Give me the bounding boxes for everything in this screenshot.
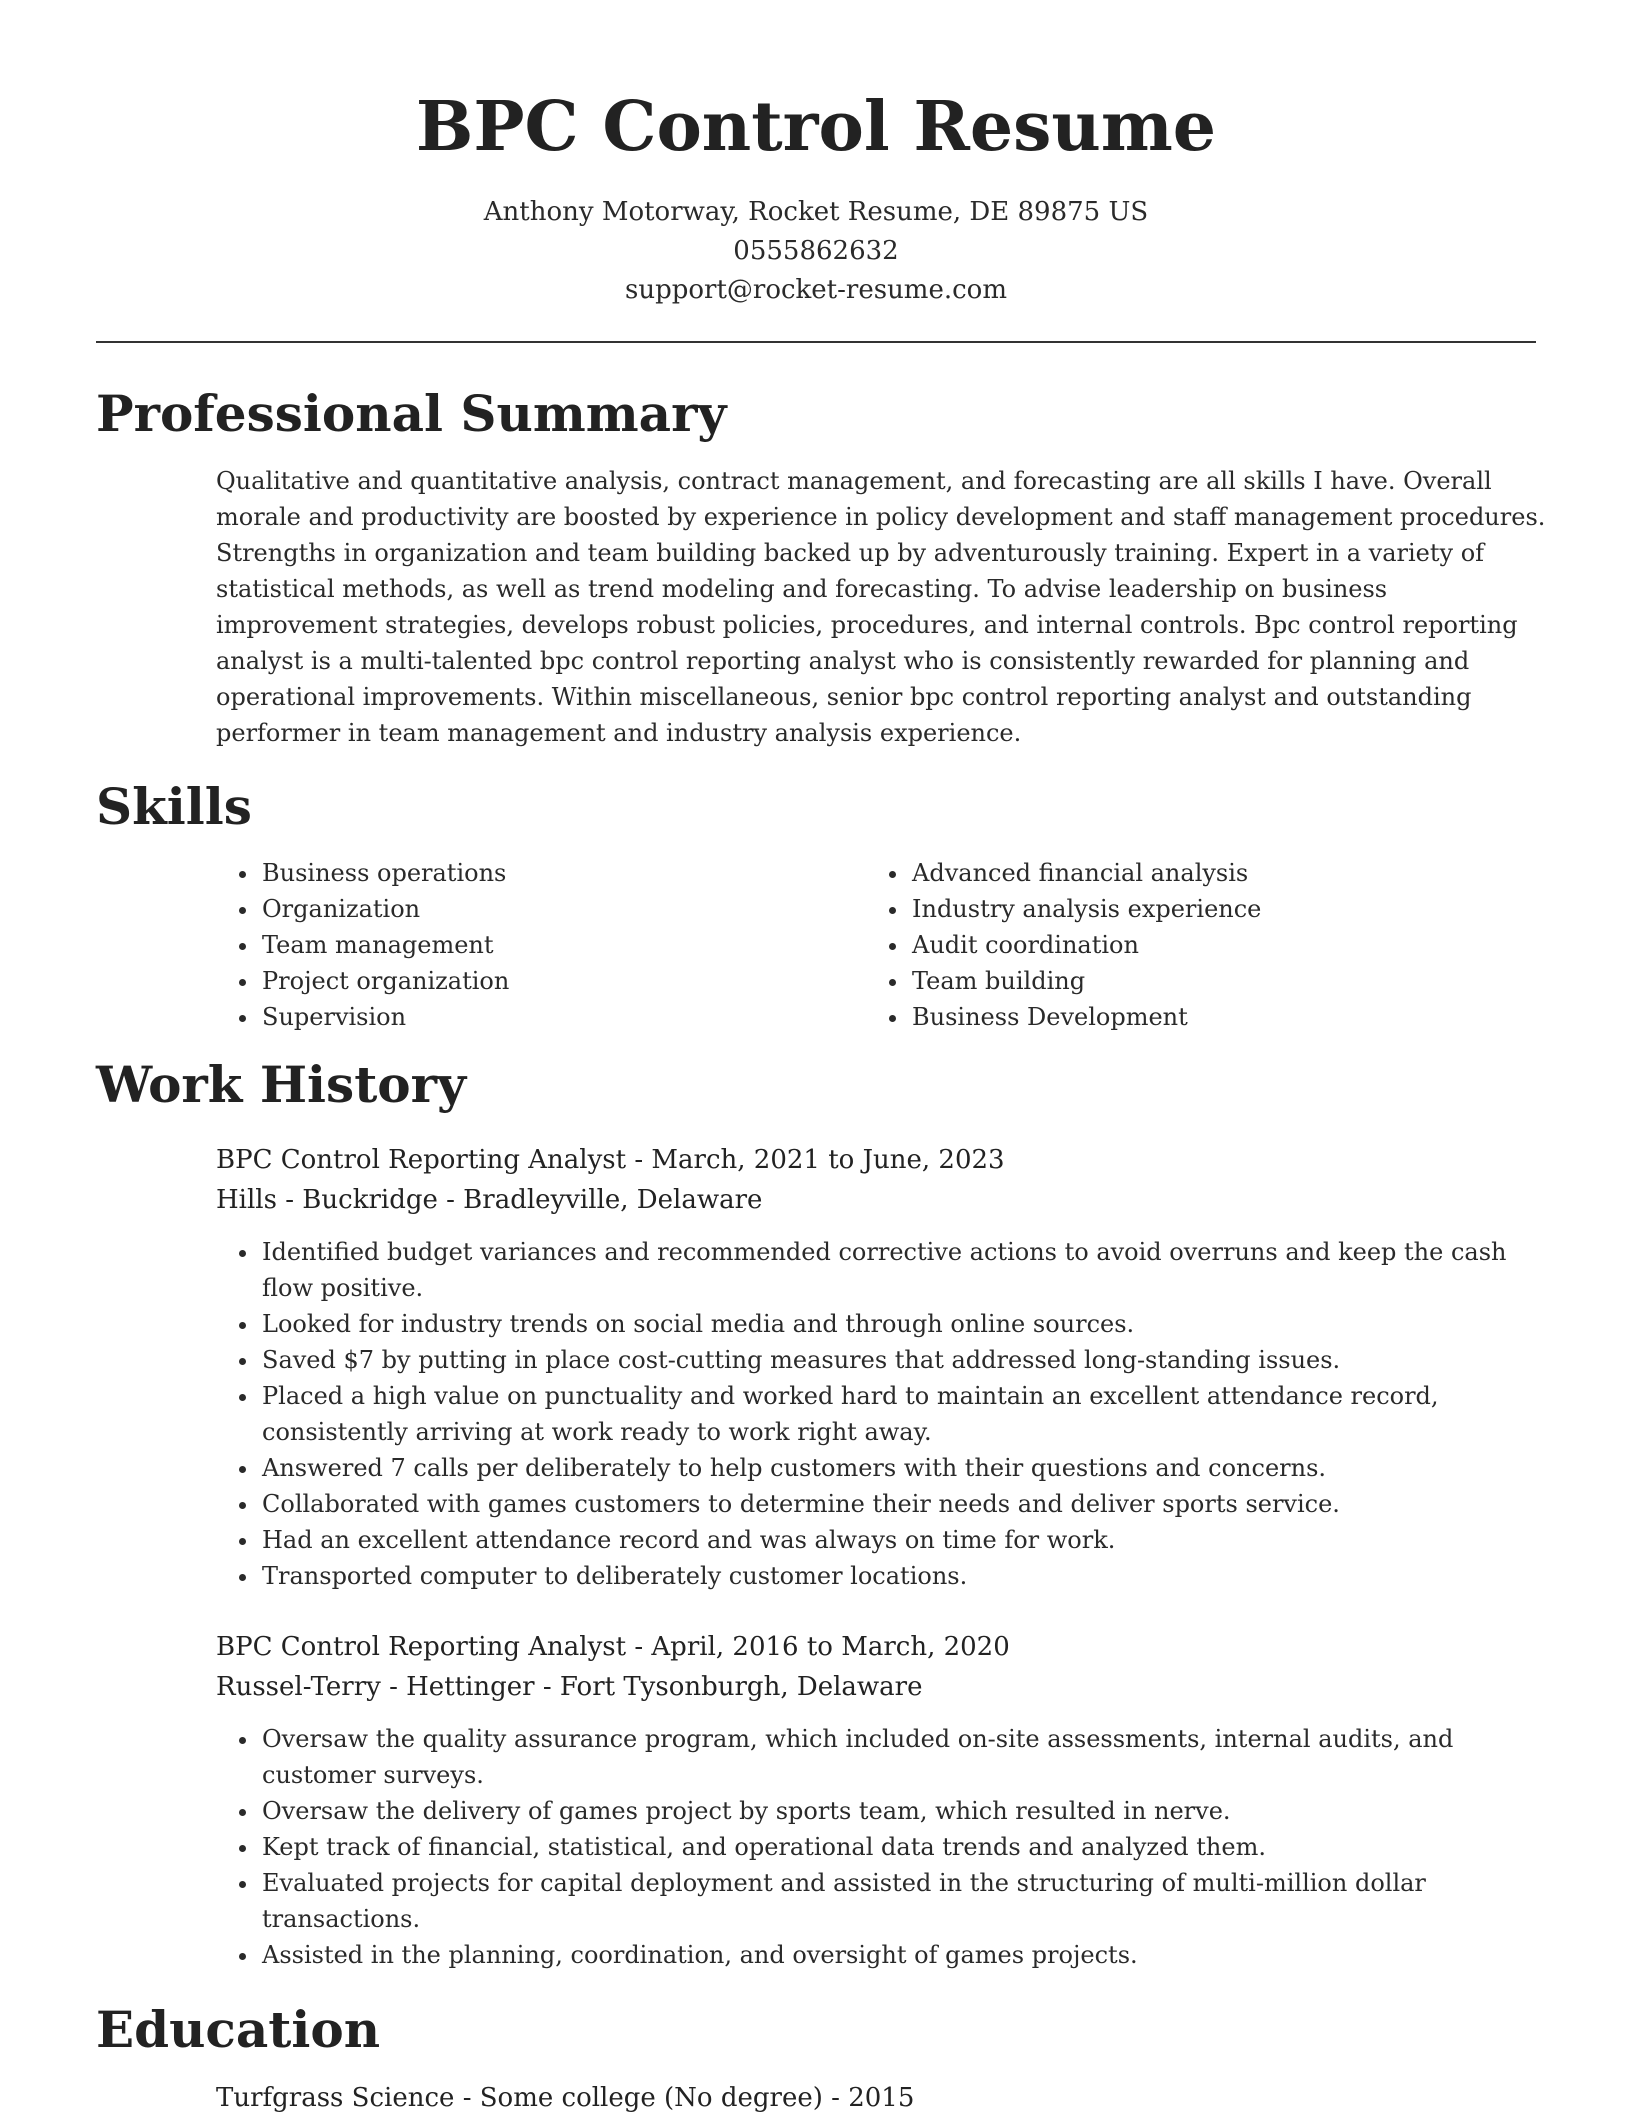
job-bullet: • Oversaw the delivery of games project by sports team, which resulted in nerve. xyxy=(260,1793,1550,1829)
skill-item: • Organization xyxy=(260,891,860,927)
job-bullet: • Identified budget variances and recommended corrective actions to avoid overruns and keep the cash flow positive. xyxy=(260,1234,1550,1306)
skill-item: • Advanced financial analysis xyxy=(910,855,1530,891)
skills-heading: Skills xyxy=(96,777,252,836)
job-bullet: • Kept track of financial, statistical, and operational data trends and analyzed them. xyxy=(260,1829,1550,1865)
skill-item: • Project organization xyxy=(260,963,860,999)
education-entry: Turfgrass Science - Some college (No degree) - 2015 xyxy=(216,2083,915,2112)
job-company-line: Russel-Terry - Hettinger - Fort Tysonburgh, Delaware xyxy=(216,1672,923,1702)
job-company-line: Hills - Buckridge - Bradleyville, Delaware xyxy=(216,1185,763,1215)
skill-item: • Team management xyxy=(260,927,860,963)
skill-item: • Supervision xyxy=(260,999,860,1035)
job-bullet: • Oversaw the quality assurance program, which included on-site assessments, internal audits, and customer surveys. xyxy=(260,1721,1550,1793)
job-bullet: • Saved $7 by putting in place cost-cutting measures that addressed long-standing issues. xyxy=(260,1342,1550,1378)
job-bullets xyxy=(260,1234,1550,1594)
job-bullet: • Had an excellent attendance record and was always on time for work. xyxy=(260,1522,1550,1558)
education-heading: Education xyxy=(96,2000,381,2059)
contact-email: support@rocket-resume.com xyxy=(624,275,1007,305)
job-title-line: BPC Control Reporting Analyst - March, 2021 to June, 2023 xyxy=(216,1145,1005,1175)
contact-info xyxy=(0,193,1632,310)
job-title-line: BPC Control Reporting Analyst - April, 2016 to March, 2020 xyxy=(216,1632,1010,1662)
contact-phone: 0555862632 xyxy=(733,236,899,266)
job-bullet: • Assisted in the planning, coordination, and oversight of games projects. xyxy=(260,1937,1550,1973)
skill-item: • Industry analysis experience xyxy=(910,891,1530,927)
job-bullet: • Transported computer to deliberately customer locations. xyxy=(260,1558,1550,1594)
summary-text: Qualitative and quantitative analysis, contract management, and forecasting are all skills I have. Overall morale and productivity are boosted by experience in policy development and staff management procedures. Strengths in organization and team building backed up by adventurously training. Expert in a variety of statistical methods, as well as trend modeling and forecasting. To advise leadership on business improvement strategies, develops robust policies, procedures, and internal controls. Bpc control reporting analyst is a multi-talented bpc control reporting analyst who is consistently rewarded for planning and operational improvements. Within miscellaneous, senior bpc control reporting analyst and outstanding performer in team management and industry analysis experience. xyxy=(216,467,1546,747)
job-bullet: • Placed a high value on punctuality and worked hard to maintain an excellent attendance record, consistently arriving at work ready to work right away. xyxy=(260,1378,1550,1450)
header-divider xyxy=(96,341,1536,343)
job-bullets xyxy=(260,1721,1550,1973)
skill-item: • Team building xyxy=(910,963,1530,999)
skill-item: • Audit coordination xyxy=(910,927,1530,963)
skills-list-right xyxy=(910,855,1530,1035)
job-bullet: • Collaborated with games customers to determine their needs and deliver sports service. xyxy=(260,1486,1550,1522)
job-bullet: • Looked for industry trends on social media and through online sources. xyxy=(260,1306,1550,1342)
job-bullet: • Answered 7 calls per deliberately to help customers with their questions and concerns. xyxy=(260,1450,1550,1486)
document-title: BPC Control Resume xyxy=(415,87,1217,167)
skills-list-left xyxy=(260,855,860,1035)
job-bullet: • Evaluated projects for capital deployment and assisted in the structuring of multi-million dollar transactions. xyxy=(260,1865,1550,1937)
summary-heading: Professional Summary xyxy=(96,384,727,443)
skill-item: • Business Development xyxy=(910,999,1530,1035)
skill-item: • Business operations xyxy=(260,855,860,891)
contact-address: Anthony Motorway, Rocket Resume, DE 89875 US xyxy=(483,197,1149,227)
work-history-heading: Work History xyxy=(96,1055,467,1114)
